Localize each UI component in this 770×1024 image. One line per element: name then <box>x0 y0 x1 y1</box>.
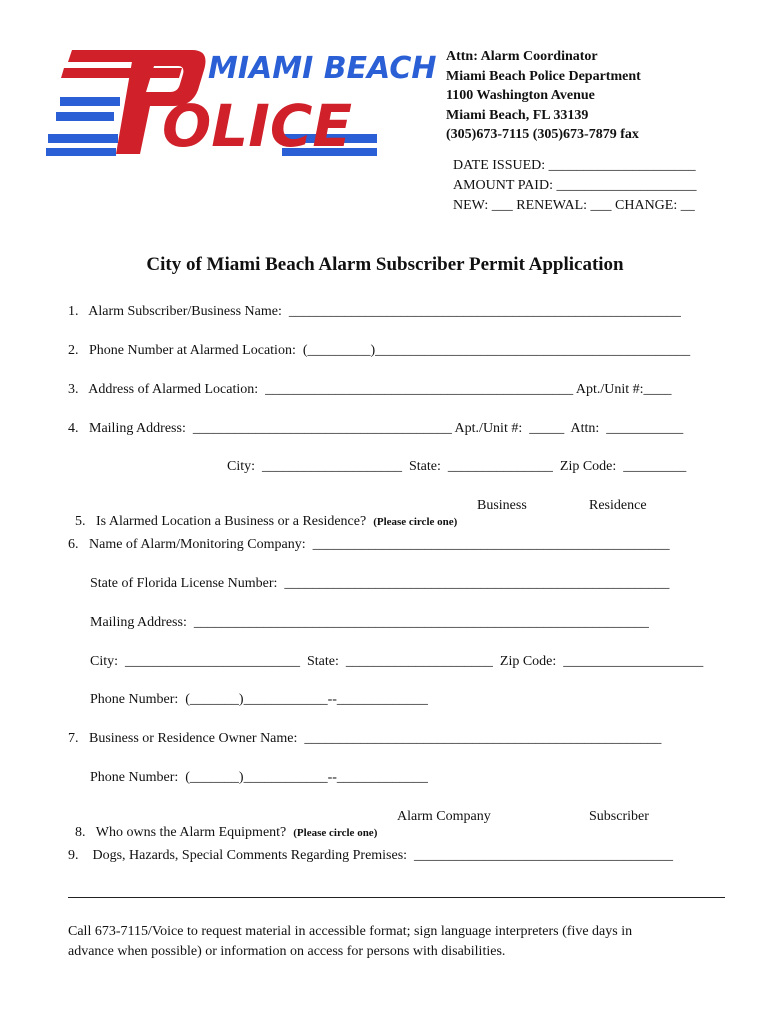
phone-alarmed-location-field[interactable]: 2. Phone Number at Alarmed Location: (_________)_____________________________________________ <box>68 343 691 358</box>
company-city-state-zip-field[interactable]: City: _________________________ State: _____________________ Zip Code: ____________________ <box>90 654 704 669</box>
footer-line: advance when possible) or information on access for persons with disabilities. <box>68 944 506 959</box>
subscriber-name-field[interactable]: 1. Alarm Subscriber/Business Name: ________________________________________________________ <box>68 304 681 319</box>
form-title: City of Miami Beach Alarm Subscriber Permit Application <box>146 254 624 275</box>
business-option[interactable]: Business <box>477 498 527 513</box>
mailing-address-field[interactable]: 4. Mailing Address: _____________________________________ Apt./Unit #: _____ Attn: ___________ <box>68 421 684 436</box>
owner-name-field[interactable]: 7. Business or Residence Owner Name: ___________________________________________________ <box>68 731 662 746</box>
office-use-block <box>453 156 696 216</box>
owner-phone-field[interactable]: Phone Number: (_______)____________--_____________ <box>90 770 428 785</box>
circle-one-note: (Please circle one) <box>293 827 378 839</box>
company-mailing-address-field[interactable]: Mailing Address: _________________________________________________________________ <box>90 615 649 630</box>
company-phone-field[interactable]: Phone Number: (_______)____________--_____________ <box>90 692 428 707</box>
residence-option[interactable]: Residence <box>589 498 647 513</box>
accessibility-notice <box>68 922 728 962</box>
monitoring-company-field[interactable]: 6. Name of Alarm/Monitoring Company: ___________________________________________________ <box>68 537 670 552</box>
license-number-field[interactable]: State of Florida License Number: _______________________________________________________ <box>90 576 670 591</box>
comments-field[interactable]: 9. Dogs, Hazards, Special Comments Regarding Premises: _____________________________________ <box>68 848 674 863</box>
comments-line[interactable] <box>68 897 725 898</box>
alarm-company-option[interactable]: Alarm Company <box>397 809 491 824</box>
application-type-field[interactable]: NEW: ___ RENEWAL: ___ CHANGE: __ <box>453 198 695 213</box>
date-issued-field[interactable]: DATE ISSUED: _____________________ <box>453 158 696 173</box>
alarmed-address-field[interactable]: 3. Address of Alarmed Location: ____________________________________________ Apt./Unit #:____ <box>68 382 672 397</box>
location-type-question <box>68 498 457 530</box>
logo-miami-beach-text: MIAMI BEACH <box>208 51 437 86</box>
address-line: Miami Beach Police Department <box>446 68 641 84</box>
circle-one-note: (Please circle one) <box>373 516 458 528</box>
address-block <box>446 47 641 145</box>
address-line: Attn: Alarm Coordinator <box>446 49 598 64</box>
location-type-label: 5. Is Alarmed Location a Business or a Residence? <box>75 514 374 529</box>
subscriber-option[interactable]: Subscriber <box>589 809 649 824</box>
miami-beach-police-logo <box>42 42 437 162</box>
amount-paid-field[interactable]: AMOUNT PAID: ____________________ <box>453 178 697 193</box>
address-line: 1100 Washington Avenue <box>446 88 595 103</box>
address-line: Miami Beach, FL 33139 <box>446 107 589 123</box>
footer-line: Call 673-7115/Voice to request material in accessible format; sign language interpreters (five days in <box>68 924 633 939</box>
equipment-owner-question <box>68 809 377 841</box>
address-line: (305)673-7115 (305)673-7879 fax <box>446 127 639 142</box>
police-logo-graphic <box>42 42 437 162</box>
equipment-owner-label: 8. Who owns the Alarm Equipment? <box>75 825 294 840</box>
city-state-zip-field[interactable]: City: ____________________ State: _______________ Zip Code: _________ <box>227 459 687 474</box>
logo-olice-text: OLICE <box>162 92 353 160</box>
